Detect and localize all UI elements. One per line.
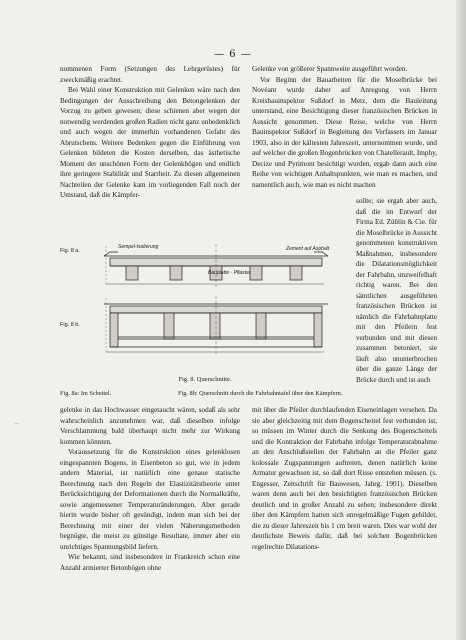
column-left-top	[60, 64, 240, 201]
paragraph: Vor Beginn der Bauarbeiten für die Moselbrücke bei Novéant wurde daher auf Anregung von Herrn Kreisbauinspektor Sußdorf in Metz, dem die Bauleitung unterstand, eine Besichtigung dieser französischen Brücken in Aussicht genommen. Diese Reise, welche von Herrn Bauinspektor Sußdorf in Begleitung des Verfassers im Januar 1903, also in der kältesten Jahreszeit, unternommen wurde, und auf welcher die großen Bogenbrücken von Chatellerault, Imphy, Decize und Pyrimont besichtigt wurden, ergab dann auch eine Reihe von wichtigen Anhaltspunkten, wie man es machen, und namentlich auch, wie man es nicht machen	[252, 75, 437, 189]
cross-section-figure	[60, 244, 350, 362]
column-right-wrap	[356, 196, 437, 385]
cross-section-drawing	[60, 244, 350, 362]
paragraph: Gelenke von größerer Spannweite ausgeführt worden.	[252, 65, 408, 73]
figure-annotation: Sempel-Isolierung	[118, 244, 159, 250]
figure-label-8a: Fig. 8 a.	[60, 248, 80, 254]
paragraph: nommenen Form (Setzungen des Lehrgerüstes) für zweckmäßig erachtet.	[60, 65, 240, 84]
figure-title: Fig. 8. Querschnitte.	[178, 376, 232, 383]
page-edge-shadow	[456, 0, 466, 640]
column-right-top	[252, 64, 437, 190]
figure-label-8b: Fig. 8 b.	[60, 322, 80, 328]
caption-8b: Fig. 8b: Querschnitt durch die Fahrbahntafel über den Kämpfern.	[178, 390, 343, 397]
page-number: — 6 —	[214, 49, 252, 60]
paragraph: sollte; sie ergab aber auch, daß die im Entwurf der Firma Ed. Züblin & Cie. für die Moselbrücke in Aussicht genommenen konstruktiven Maßnahmen, insbesondere die Dilatationsmöglichkeit der Fahrbahn, unzweifelhaft richtig waren. Bei den sämtlichen ausgeführten französischen Brücken ist nämlich die Fahrbahnplatte mit den Pfeilern fest verbunden und mit diesen zusammen betoniert, sie läuft also ununterbrochen über die ganze Länge der Brücke durch und ist auch	[356, 197, 437, 384]
paragraph: Wie bekannt, sind insbesondere in Frankreich schon eine Anzahl armierter Betonbögen ohne	[60, 553, 240, 572]
column-right-bottom	[252, 405, 437, 552]
paragraph: Bei Wahl einer Konstruktion mit Gelenken wäre nach den Bedingungen der Ausschreibung den Betongelenken der Vorzug zu geben gewesen; diese schienen aber wegen der notwendig werdenden großen Radien nicht ganz unbedenklich und auch wegen der immerhin vorhandenen Gefahr des Abrutschens. Weitere Bedenken gegen die Einführung von Gelenken bildeten die Kosten derselben, das ästhetische Moment der unschönen Form der Gelenkbögen und endlich ihre geringere Stabilität und Starrheit. Zu diesen allgemeinen Nachteilen der Gelenke kam im vorliegenden Fall noch der Umstand, daß die Kämpfer-	[60, 86, 240, 199]
column-left-bottom	[60, 405, 240, 573]
figure-annotation: Zement auf Asphalt	[286, 246, 330, 252]
margin-pencil-mark: ~	[14, 420, 20, 428]
caption-8a: Fig. 8a: Im Scheitel.	[60, 390, 112, 397]
paragraph: mit über die Pfeiler durchlaufenden Eiseneinlagen versehen. Da sie aber gleichzeitig mit dem Bogenscheitel fest verbunden ist, so müssen im Winter durch die Senkung des Bogenscheitels und die Kontraktion der Fahrbahn infolge Temperaturabnahme an den Anschlußstellen der Fahrbahn an die Pfeiler ganz kolossale Zugspannungen auftreten, denen natürlich keine Armatur gewachsen ist, so daß dort Risse entstehen müssen. (s. Engesser, Zeitschrift für Bauwesen, Jahrg. 1901). Dieselben waren denn auch bei den besichtigten französischen Brücken deutlich und in großer Anzahl zu sehen; insbesondere direkt über den Kämpfern hatten sich unregelmäßige Fugen gebildet, die zu dieser Jahreszeit bis 1 cm breit waren. Dies war wohl der deutlichste Beweis dafür, daß bei solchen Bogenbrücken regelrechte Dilatations-	[252, 406, 437, 551]
paragraph: Voraussetzung für die Konstruktion eines gelenklosen eingespannten Bogens, in Eisenbeton so gut, wie in jedem andern Material, ist natürlich eine genaue statische Berechnung nach den Regeln der Elastizitätstheorie unter Berücksichtigung der Deformationen durch die Normalkräfte, sowie angemessener Temperaturänderungen. Aber gerade hierin wurde bisher oft gesündigt, indem man sich bei der Berechnung mit einer der vielen Näherungsmethoden begnügte, die meist zu günstige Resultate, immer aber ein unrichtiges Spannungsbild liefern.	[60, 448, 240, 551]
paragraph: gelenke in das Hochwasser eingetaucht wären, sodaß als sehr wahrscheinlich anzunehmen war, daß dieselben infolge Verschlammung bald überhaupt nicht mehr zur Wirkung kommen könnten.	[60, 406, 240, 446]
figure-annotation: Bauplatte · Pflaster	[208, 270, 251, 276]
